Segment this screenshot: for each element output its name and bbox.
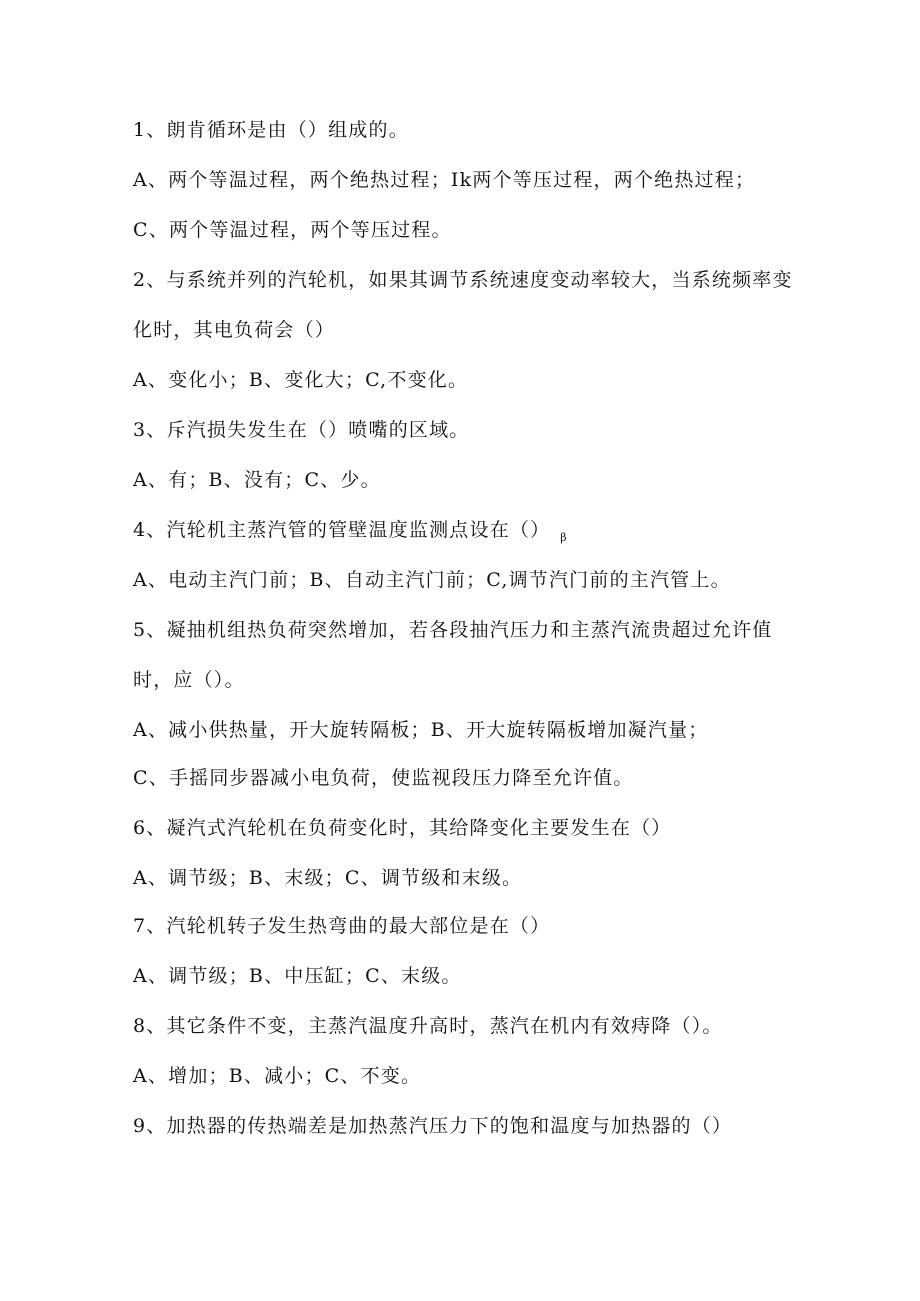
question-4 <box>133 518 567 550</box>
question-5-line-2: 时，应（）。 <box>133 669 245 691</box>
question-1: 1、朗肯循环是由（）组成的。 <box>133 119 409 141</box>
question-3: 3、斥汽损失发生在（）喷嘴的区域。 <box>133 419 470 441</box>
question-7-options: A、调节级；B、中压缸；C、末级。 <box>133 965 462 987</box>
question-2-options: A、变化小；B、变化大；C,不变化。 <box>133 369 469 391</box>
question-2-line-2: 化时，其电负荷会（） <box>133 319 336 341</box>
question-3-options: A、有；B、没有；C、少。 <box>133 469 381 491</box>
question-6-options: A、调节级；B、末级；C、调节级和末级。 <box>133 867 523 889</box>
question-4-text: 4、汽轮机主蒸汽管的管壁温度监测点设在（） <box>133 519 551 541</box>
question-5-options-ab: A、减小供热量，开大旋转隔板；B、开大旋转隔板增加凝汽量； <box>133 719 709 741</box>
question-6: 6、凝汽式汽轮机在负荷变化时，其给降变化主要发生在（） <box>133 817 672 839</box>
question-1-option-c: C、两个等温过程，两个等压过程。 <box>133 219 452 241</box>
question-5-option-c: C、手摇同步器减小电负荷，使监视段压力降至允许值。 <box>133 767 634 789</box>
question-5-line-1: 5、凝抽机组热负荷突然增加，若各段抽汽压力和主蒸汽流贵超过允许值 <box>133 619 773 641</box>
question-1-options-ab: A、两个等温过程，两个绝热过程；Ik两个等压过程，两个绝热过程； <box>133 169 756 191</box>
question-9: 9、加热器的传热端差是加热蒸汽压力下的饱和温度与加热器的（） <box>133 1115 733 1137</box>
question-8: 8、其它条件不变，主蒸汽温度升高时，蒸汽在机内有效痔降（）。 <box>133 1015 723 1037</box>
question-8-options: A、增加；B、减小；C、不变。 <box>133 1065 422 1087</box>
question-4-suffix: β <box>560 531 567 544</box>
question-2-line-1: 2、与系统并列的汽轮机，如果其调节系统速度变动率较大，当系统频率变 <box>133 269 793 291</box>
question-7: 7、汽轮机转子发生热弯曲的最大部位是在（） <box>133 915 551 937</box>
question-4-options: A、电动主汽门前；B、自动主汽门前；C,调节汽门前的主汽管上。 <box>133 569 731 591</box>
